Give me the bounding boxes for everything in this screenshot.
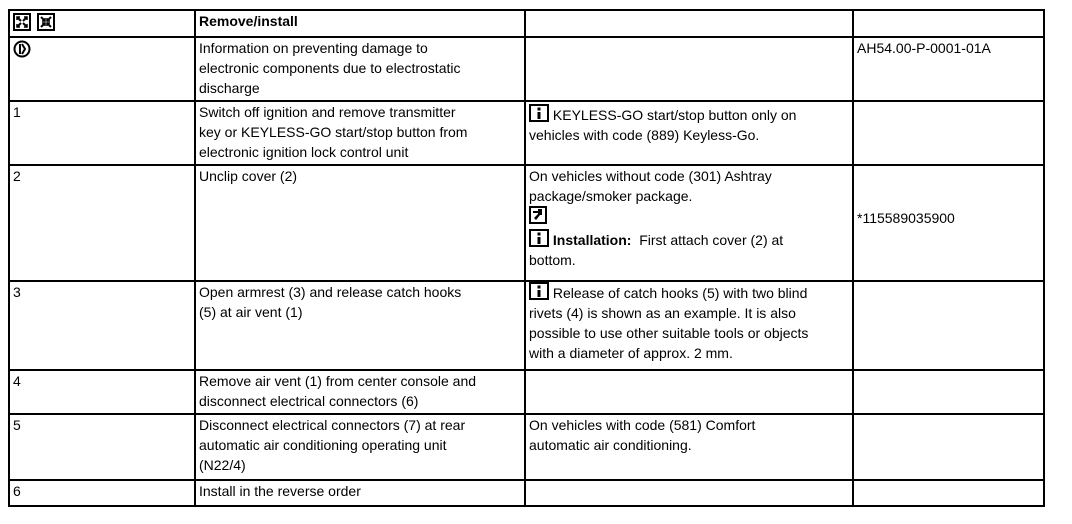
note-cell: On vehicles with code (581) Comfort automatic air conditioning.	[525, 414, 853, 480]
instruction-cell: Unclip cover (2)	[195, 165, 525, 281]
info-icon	[529, 229, 549, 247]
instruction-cell: Remove air vent (1) from center console and disconnect electrical connectors (6)	[195, 370, 525, 414]
step-number: 1	[9, 101, 195, 165]
header-title: Remove/install	[195, 10, 525, 37]
note-cell: On vehicles without code (301) Ashtray package/smoker package. Installation: First attach cover (2) at bottom.	[525, 165, 853, 281]
step-number: 6	[9, 480, 195, 506]
special-tool-icon	[529, 206, 547, 224]
reference-cell	[853, 101, 1044, 165]
step-number: 3	[9, 281, 195, 370]
reference-cell	[853, 480, 1044, 506]
step-cell	[9, 37, 195, 101]
note-cell	[525, 370, 853, 414]
table-row	[9, 370, 1044, 414]
reference-cell	[853, 370, 1044, 414]
note-cell	[525, 37, 853, 101]
reference-cell	[853, 37, 1044, 101]
info-icon	[529, 104, 549, 122]
step-number: 2	[9, 165, 195, 281]
special-tool-number[interactable]: *115589035900	[857, 210, 955, 226]
step-number: 4	[9, 370, 195, 414]
reference-cell	[853, 165, 1044, 281]
note-cell: Release of catch hooks (5) with two blind rivets (4) is shown as an example. It is also possible to use other suitable tools or objects with a diameter of approx. 2 mm.	[525, 281, 853, 370]
instruction-cell: Open armrest (3) and release catch hooks (5) at air vent (1)	[195, 281, 525, 370]
instruction-cell: Install in the reverse order	[195, 480, 525, 506]
table-row	[9, 281, 1044, 370]
step-number: 5	[9, 414, 195, 480]
install-icon	[37, 13, 55, 31]
instruction-cell: Switch off ignition and remove transmitter key or KEYLESS-GO start/stop button from electronic ignition lock control unit	[195, 101, 525, 165]
reference-link[interactable]: AH54.00-P-0001-01A	[857, 40, 991, 56]
note-cell: KEYLESS-GO start/stop button only on vehicles with code (889) Keyless-Go.	[525, 101, 853, 165]
remove-icon	[13, 13, 31, 31]
esd-warning-icon	[13, 40, 31, 58]
reference-cell	[853, 414, 1044, 480]
note-cell	[525, 480, 853, 506]
reference-cell	[853, 281, 1044, 370]
instruction-cell: Disconnect electrical connectors (7) at rear automatic air conditioning operating unit (N22/4)	[195, 414, 525, 480]
table-row	[9, 414, 1044, 480]
info-icon	[529, 282, 549, 300]
instruction-cell: Information on preventing damage to electronic components due to electrostatic discharge	[195, 37, 525, 101]
procedure-table	[8, 9, 1045, 507]
table-row	[9, 101, 1044, 165]
table-header-row	[9, 10, 1044, 37]
table-row	[9, 37, 1044, 101]
header-icons-cell	[9, 10, 195, 37]
header-empty-cell	[853, 10, 1044, 37]
table-row	[9, 165, 1044, 281]
table-row	[9, 480, 1044, 506]
header-empty-cell	[525, 10, 853, 37]
